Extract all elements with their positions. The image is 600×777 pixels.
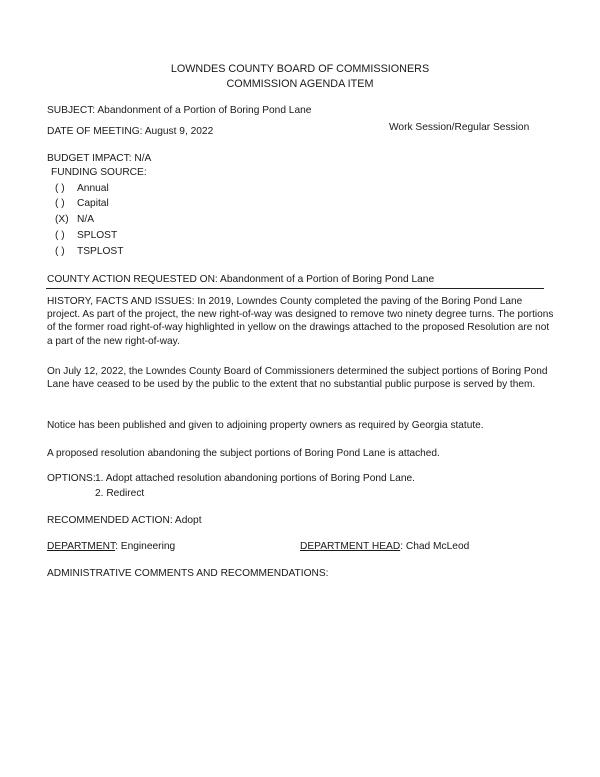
header-title: LOWNDES COUNTY BOARD OF COMMISSIONERS (170, 63, 430, 75)
department-head (300, 541, 469, 552)
option-item: 2. Redirect (95, 488, 145, 499)
department-head-value: : Chad McLeod (400, 541, 470, 552)
history-facts-issues: HISTORY, FACTS AND ISSUES: In 2019, Lowndes County completed the paving of the Boring Pond Lane project. As part of the project, the new right-of-way was designed to remove two ninety degree turns. The portions of the former road right-of-way highlighted in yellow on the drawings attached to the proposed Resolution are not a part of the new right-of-way. (47, 296, 554, 347)
section-divider (46, 288, 544, 289)
administrative-comments: ADMINISTRATIVE COMMENTS AND RECOMMENDATIONS: (47, 568, 329, 579)
funding-option-splost (55, 230, 117, 241)
funding-option-label: Annual (77, 183, 109, 194)
funding-option-annual (55, 183, 109, 194)
department-head-label: DEPARTMENT HEAD (300, 541, 401, 552)
checkbox-mark: (X) (55, 214, 69, 225)
session-type: Work Session/Regular Session (389, 122, 530, 133)
funding-option-capital (55, 198, 109, 209)
notice-paragraph: Notice has been published and given to adjoining property owners as required by Georgia statute. (47, 420, 484, 431)
subject-line: SUBJECT: Abandonment of a Portion of Boring Pond Lane (47, 105, 312, 116)
department-label: DEPARTMENT (47, 541, 116, 552)
funding-option-tsplost (55, 246, 123, 257)
budget-impact: BUDGET IMPACT: N/A (47, 153, 152, 164)
checkbox-mark: ( ) (55, 183, 65, 194)
checkbox-mark: ( ) (55, 198, 65, 209)
department (47, 541, 175, 552)
funding-option-na (55, 214, 94, 225)
options-label: OPTIONS: (47, 473, 96, 484)
resolution-paragraph: A proposed resolution abandoning the subject portions of Boring Pond Lane is attached. (47, 448, 440, 459)
determination-paragraph: On July 12, 2022, the Lowndes County Board of Commissioners determined the subject portions of Boring Pond Lane have ceased to be used by the public to the extent that no substantial public purpose is served by them. (47, 366, 548, 391)
meeting-date: DATE OF MEETING: August 9, 2022 (47, 126, 214, 137)
document-header (0, 62, 600, 92)
funding-option-label: TSPLOST (77, 246, 124, 257)
funding-source-label: FUNDING SOURCE: (51, 167, 147, 178)
recommended-action: RECOMMENDED ACTION: Adopt (47, 515, 202, 526)
option-item: 1. Adopt attached resolution abandoning portions of Boring Pond Lane. (95, 473, 416, 484)
funding-option-label: Capital (77, 198, 109, 209)
header-subtitle: COMMISSION AGENDA ITEM (226, 78, 374, 90)
checkbox-mark: ( ) (55, 230, 65, 241)
department-value: : Engineering (115, 541, 176, 552)
funding-option-label: N/A (77, 214, 94, 225)
county-action-requested: COUNTY ACTION REQUESTED ON: Abandonment of a Portion of Boring Pond Lane (47, 274, 435, 285)
checkbox-mark: ( ) (55, 246, 65, 257)
funding-option-label: SPLOST (77, 230, 118, 241)
